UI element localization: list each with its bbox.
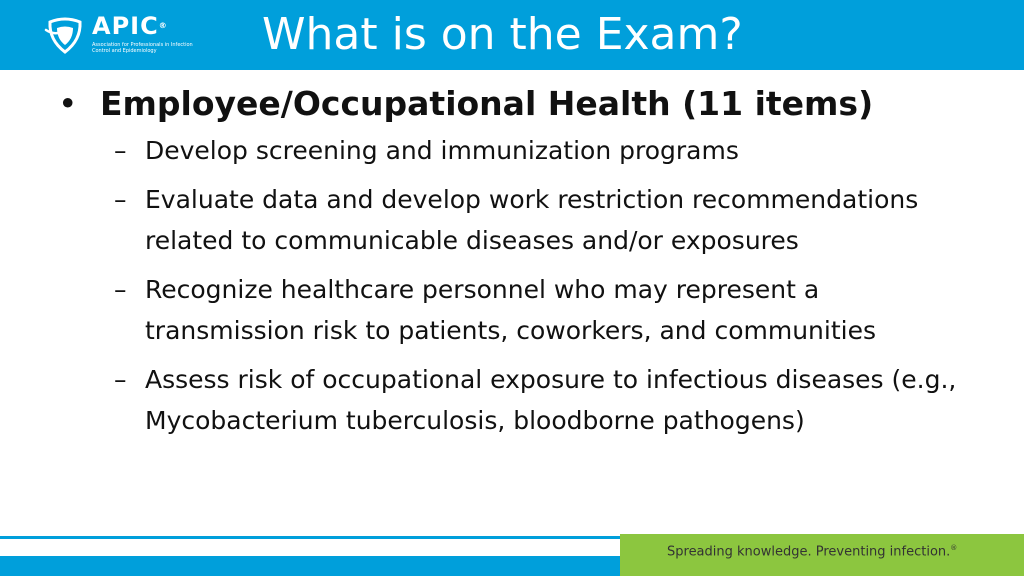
header-bar: [0, 0, 1024, 70]
sub-item-list: [56, 130, 986, 441]
list-item: [56, 359, 970, 441]
slide-content: [56, 80, 986, 449]
logo-tagline: Association for Professionals in Infection Control and Epidemiology: [92, 42, 193, 54]
apic-shield-icon: [44, 14, 86, 56]
dash-marker: –: [114, 185, 127, 214]
list-item: [56, 269, 970, 351]
logo-wordmark: APIC®: [92, 12, 168, 40]
dash-marker: –: [114, 136, 127, 165]
list-item-text: Assess risk of occupational exposure to infectious diseases (e.g., Mycobacterium tuberculosis, bloodborne pathogens): [145, 365, 957, 435]
list-item: [56, 179, 970, 261]
list-item-text: Evaluate data and develop work restriction recommendations related to communicable diseases and/or exposures: [145, 185, 919, 255]
bullet-marker: •: [58, 84, 78, 123]
page-title: What is on the Exam?: [262, 9, 743, 60]
section-heading-text: Employee/Occupational Health (11 items): [100, 84, 874, 123]
dash-marker: –: [114, 275, 127, 304]
footer-tagline: Spreading knowledge. Preventing infection.®: [667, 544, 958, 560]
list-item-text: Develop screening and immunization programs: [145, 136, 739, 165]
list-item-text: Recognize healthcare personnel who may represent a transmission risk to patients, coworkers, and communities: [145, 275, 876, 345]
apic-logo: [44, 10, 194, 62]
dash-marker: –: [114, 365, 127, 394]
section-heading: [56, 80, 986, 128]
list-item: [56, 130, 970, 171]
